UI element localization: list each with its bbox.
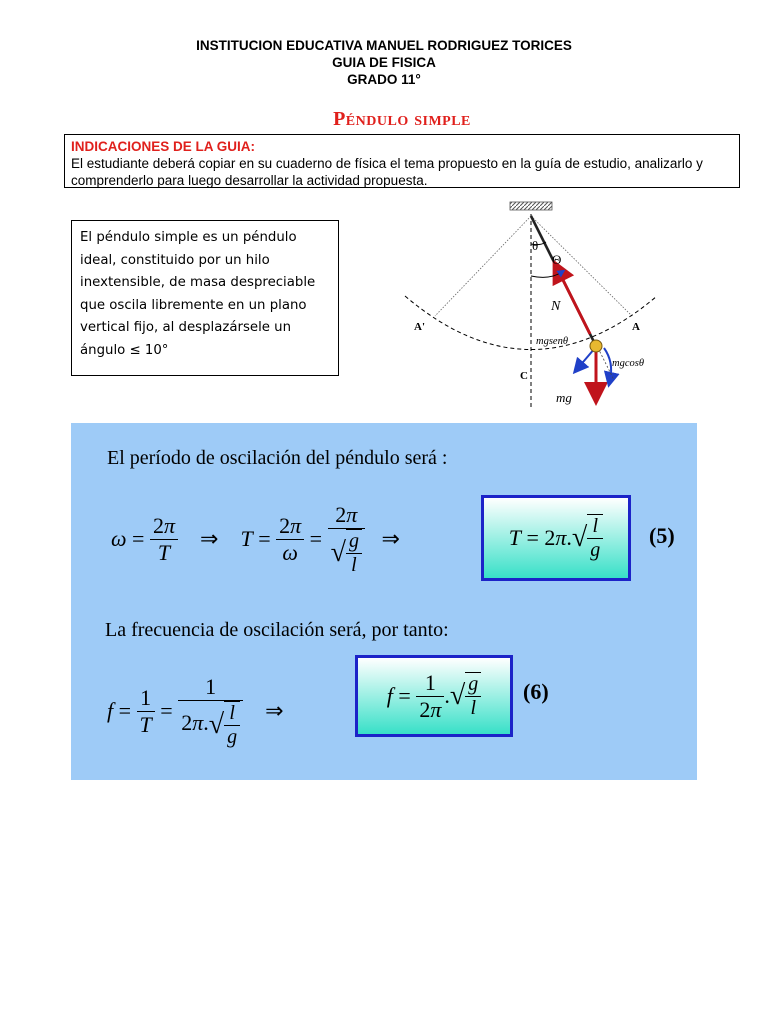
- indications-heading: INDICACIONES DE LA GUIA:: [71, 139, 256, 154]
- label-mgcos: mgcosθ: [612, 358, 644, 369]
- formula-panel: [71, 423, 697, 780]
- frequency-intro: La frecuencia de oscilación será, por tanto:: [105, 619, 449, 641]
- label-mgsen: mgsenθ: [536, 336, 568, 347]
- period-derivation: ω = $\frac{2\pi}{T}$ ⇒ T = $\frac{2\pi}{\omega}$ = 2π √ $\frac{g}{l}$ ⇒: [111, 501, 400, 576]
- label-mg: mg: [556, 390, 572, 405]
- angle-arc-big-theta: [531, 272, 562, 277]
- school-name: INSTITUCION EDUCATIVA MANUEL RODRIGUEZ TORICES: [196, 38, 572, 53]
- label-a-prime: A': [414, 321, 425, 333]
- frequency-derivation: f = $\frac{1}{T}$ = 1 2π.√ $\frac{l}{g}$ ⇒: [107, 673, 284, 748]
- pendulum-bob: [590, 340, 602, 352]
- equation-number-5: (5): [649, 523, 675, 548]
- label-n: N: [551, 299, 561, 314]
- page-title: Péndulo simple: [333, 108, 471, 130]
- ceiling-support: [510, 202, 552, 210]
- indications-box: [64, 134, 740, 188]
- label-a: A: [632, 321, 640, 333]
- definition-box: [71, 220, 339, 376]
- frequency-formula-box: f = $\frac{1}{2\pi}$ . √ $\frac{g}{l}$: [355, 655, 513, 737]
- left-extreme-string: [435, 216, 531, 316]
- label-big-theta: Θ: [552, 252, 562, 267]
- normal-component-arrow: [604, 348, 611, 380]
- right-extreme-string: [531, 216, 632, 316]
- pendulum-diagram: [400, 198, 664, 416]
- equation-number-6: (6): [523, 679, 549, 704]
- guide-subject: GUIA DE FISICA: [332, 55, 436, 70]
- grade-label: GRADO 11°: [347, 72, 421, 87]
- period-intro: El período de oscilación del péndulo será :: [107, 447, 448, 469]
- definition-text: El péndulo simple es un péndulo ideal, constituido por un hilo inextensible, de masa despreciable que oscila libremente en un plano vertical fijo, al desplazársele un ángulo ≤ 10°: [80, 230, 316, 358]
- period-formula-box: T = 2 π . √ $\frac{l}{g}$: [481, 495, 631, 581]
- label-theta: θ: [532, 238, 539, 253]
- indications-text: El estudiante deberá copiar en su cuaderno de física el tema propuesto en la guía de estudio, analizarlo y comprenderlo para luego desarrollar la actividad propuesta.: [71, 156, 703, 188]
- label-c: C: [520, 370, 528, 382]
- tension-arrow: [558, 270, 590, 334]
